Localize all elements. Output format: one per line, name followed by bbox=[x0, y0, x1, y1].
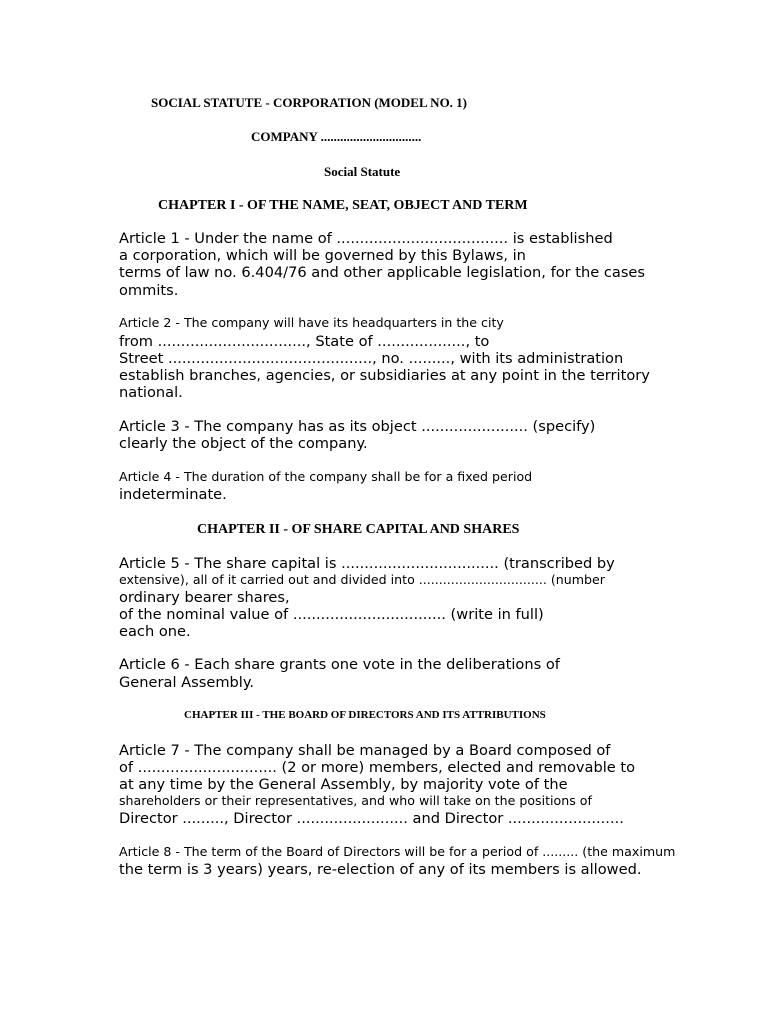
article-8-line: the term is 3 years) years, re-election of any of its members is allowed. bbox=[119, 861, 642, 878]
article-7-line: of .............................. (2 or more) members, elected and removable to bbox=[119, 759, 636, 776]
article-2-line: establish branches, agencies, or subsidiaries at any point in the territory bbox=[119, 367, 650, 384]
article-6-line: General Assembly. bbox=[119, 674, 255, 691]
article-2-line: national. bbox=[119, 384, 183, 401]
article-1-line: terms of law no. 6.404/76 and other applicable legislation, for the cases bbox=[119, 264, 646, 281]
article-7-line: shareholders or their representatives, and who will take on the positions of bbox=[119, 793, 592, 808]
article-5-line: each one. bbox=[119, 623, 191, 640]
article-7-line: Article 7 - The company shall be managed by a Board composed of bbox=[119, 742, 611, 759]
article-5-line: ordinary bearer shares, bbox=[119, 589, 290, 606]
document-subtitle: Social Statute bbox=[324, 164, 401, 179]
article-7-line: at any time by the General Assembly, by majority vote of the bbox=[119, 776, 568, 793]
article-6-line: Article 6 - Each share grants one vote in the deliberations of bbox=[119, 656, 560, 673]
article-5-line: extensive), all of it carried out and divided into ................................ (number bbox=[119, 572, 605, 587]
company-name-line: COMPANY ............................... bbox=[251, 129, 422, 144]
article-5-line: of the nominal value of ................................. (write in full) bbox=[119, 606, 544, 623]
article-3-line: Article 3 - The company has as its object ....................... (specify) bbox=[119, 418, 596, 435]
document-title: SOCIAL STATUTE - CORPORATION (MODEL NO. 1) bbox=[151, 95, 468, 110]
chapter-1-heading: CHAPTER I - OF THE NAME, SEAT, OBJECT AND TERM bbox=[158, 198, 528, 213]
article-2-line: Article 2 - The company will have its headquarters in the city bbox=[119, 315, 504, 330]
article-2-line: Street ............................................, no. ........., with its administration bbox=[119, 350, 624, 367]
article-8-line: Article 8 - The term of the Board of Directors will be for a period of ......... (the maximum bbox=[119, 844, 676, 859]
article-2-line: from ................................, State of ..................., to bbox=[119, 333, 490, 350]
article-1-line: a corporation, which will be governed by this Bylaws, in bbox=[119, 247, 526, 264]
chapter-2-heading: CHAPTER II - OF SHARE CAPITAL AND SHARES bbox=[197, 522, 520, 537]
article-1-line: ommits. bbox=[119, 282, 179, 299]
article-5-line: Article 5 - The share capital is .................................. (transcribed by bbox=[119, 555, 615, 572]
article-1-line: Article 1 - Under the name of ..................................... is established bbox=[119, 230, 613, 247]
article-7-line: Director ........., Director ........................ and Director ......................... bbox=[119, 810, 624, 827]
article-3-line: clearly the object of the company. bbox=[119, 435, 368, 452]
chapter-3-heading: CHAPTER III - THE BOARD OF DIRECTORS AND ITS ATTRIBUTIONS bbox=[184, 709, 546, 721]
article-4-line: indeterminate. bbox=[119, 486, 227, 503]
article-4-line: Article 4 - The duration of the company shall be for a fixed period bbox=[119, 469, 533, 484]
